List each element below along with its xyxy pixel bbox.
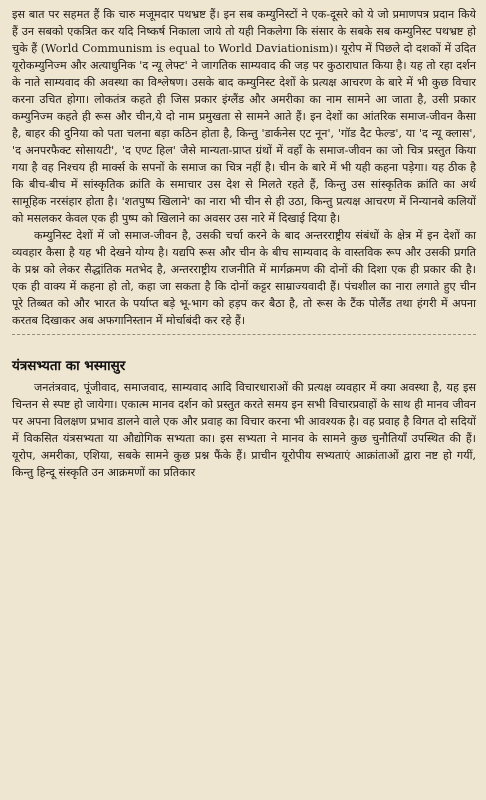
paragraph-1: इस बात पर सहमत हैं कि चारु मजूमदार पथभ्रष्ट हैं। इन सब कम्युनिस्टों ने एक-दूसरे को ये जो प्रमाणपत्र प्रदान किये हैं उन सबको एकत्रित कर यदि निष्कर्ष निकाला जाये तो यही निकलेगा कि संसार के सबके सब कम्युनिस्ट पथभ्रष्ट हो चुके हैं (World Communism is equal to World Daviationism)। यूरोप में पिछले दो दशकों में उदित यूरोकम्युनिज्म और अत्याधुनिक 'द न्यू लेफ्ट' ने जागतिक साम्यवाद की जड़ पर कुठाराघात किया है। यह तो रहा दर्शन के नाते साम्यवाद की अवस्था का विश्लेषण। उसके बाद कम्युनिस्ट देशों के प्रत्यक्ष आचरण के बारे में भी कुछ विचार करना उचित होगा। लोकतंत्र कहते ही जिस प्रकार इंग्लैंड और अमरीका का नाम सामने आ जाता है, उसी प्रकार कम्युनिज्म कहते ही रूस और चीन,ये दो नाम प्रमुखता से सामने आते हैं। इन देशों का आंतरिक समाज-जीवन कैसा है, बाहर की दुनिया को पता चलना बड़ा कठिन होता है, किन्तु 'डार्कनेस एट नून', 'गॉड दैट फेल्ड', या 'द न्यू क्लास', 'द अनपरफैक्ट सोसायटी', 'द एण्ट हिल' जैसे मान्यता-प्राप्त ग्रंथों में वहाँ के समाज-जीवन का जो चित्र प्रस्तुत किया गया है वह निश्चय ही मार्क्स के सपनों के समाज का चित्र नहीं है। चीन के बारे में भी यही कहना पड़ेगा। यह ठीक है कि बीच-बीच में सांस्कृतिक क्रांति के समाचार उस देश से मिलते रहते हैं, किन्तु उस सांस्कृतिक क्रांति का अर्थ सामूहिक नरसंहार होता है। 'शतपुष्प खिलाने' का नारा भी चीन से ही उठा, किन्तु प्रत्यक्ष आचरण में निन्यानबे कलियों को मसलकर केवल एक ही पुष्प को खिलाने का अवसर उस नारे में दिखाई दिया है।	[12, 8, 476, 225]
paragraph-2: कम्युनिस्ट देशों में जो समाज-जीवन है, उसकी चर्चा करने के बाद अन्तरराष्ट्रीय संबंधों के क्षेत्र में इन देशों का व्यवहार कैसा है यह भी देखने योग्य है। यद्यपि रूस और चीन के बीच साम्यवाद के वास्तविक रूप और उसकी प्रगति के प्रश्न को लेकर सैद्धांतिक मतभेद है, अन्तरराष्ट्रीय राजनीति में मार्गक्रमण की दोनों की दिशा एक ही प्रकार की है। एक ही वाक्य में कहना हो तो, कहा जा सकता है कि दोनों कट्टर साम्राज्यवादी हैं। पंचशील का नारा लगाते हुए चीन पूरे तिब्बत को और भारत के पर्याप्त बड़े भू-भाग को हड़प कर बैठा है, तो रूस के टैंक पोलैंड तथा हंगरी में अपना करतब दिखाकर अब अफगानिस्तान में मोर्चाबंदी कर रहे हैं।	[12, 229, 476, 327]
section-divider	[12, 334, 476, 353]
section-heading: यंत्रसभ्यता का भस्मासुर	[12, 358, 126, 374]
paragraph-3: जनतंत्रवाद, पूंजीवाद, समाजवाद, साम्यवाद आदि विचारधाराओं की प्रत्यक्ष व्यवहार में क्या अवस्था है, यह इस चिन्तन से स्पष्ट हो जायेगा। एकात्म मानव दर्शन को प्रस्तुत करते समय इन सभी विचारप्रवाहों के साथ ही मानव जीवन पर अपना विलक्षण प्रभाव डालने वाले एक और प्रवाह का विचार करना भी आवश्यक है। वह प्रवाह है विगत दो सदियों में विकसित यंत्रसभ्यता या औद्योगिक सभ्यता का। इस सभ्यता ने मानव के सामने कुछ चुनौतियाँ उपस्थित की हैं। यूरोप, अमरीका, एशिया, सबके सामने कुछ प्रश्न फैंके हैं। प्राचीन यूरोपीय सभ्यताएं आक्रांताओं द्वारा नष्ट हो गयीं, किन्तु हिन्दू संस्कृति उन आक्रमणों का प्रतिकार	[12, 381, 476, 479]
